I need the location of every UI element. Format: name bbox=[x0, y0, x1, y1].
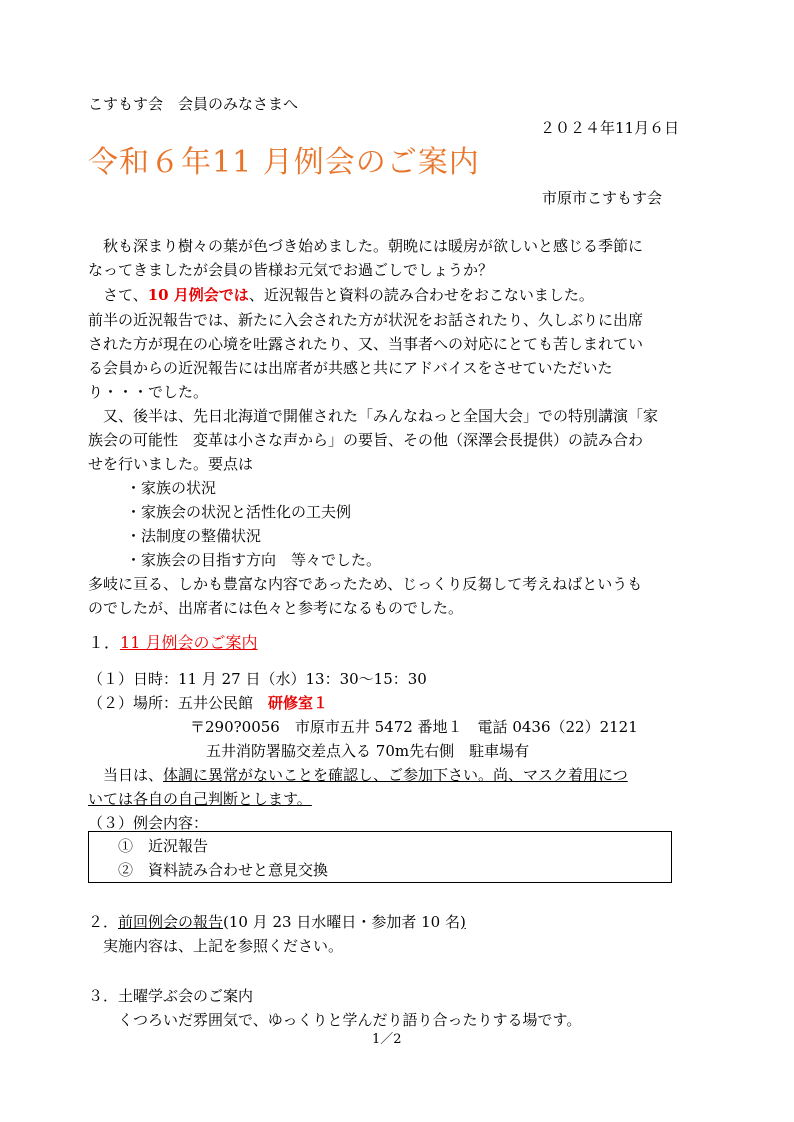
meeting-datetime: （１）日時：11 月 27 日（水）13：30～15：30 bbox=[88, 670, 427, 688]
attendance-note-line2: いては各自の自己判断とします。 bbox=[88, 790, 312, 808]
addressee: こすもす会 会員のみなさまへ bbox=[88, 95, 299, 113]
meeting-room: 研修室１ bbox=[268, 694, 329, 712]
sender: 市原市こすもす会 bbox=[542, 189, 663, 207]
intro-p1-line2: なってきましたが会員の皆様お元気でお過ごしでしょうか？ bbox=[88, 261, 494, 279]
meeting-place: （２）場所：五井公民館 研修室１ bbox=[88, 694, 329, 712]
meeting-address: 〒290?0056 市原市五井 5472 番地１ 電話 0436（22）2121 bbox=[190, 718, 638, 736]
intro-p3-line1: 前半の近況報告では、新たに入会された方が状況をお話されたり、久しぶりに出席 bbox=[88, 311, 644, 329]
highlight-october-meeting: 10 月例会では bbox=[147, 286, 249, 304]
contents-item: ① 近況報告 bbox=[118, 837, 209, 855]
intro-p5-line1: 多岐に亘る、しかも豊富な内容であったため、じっくり反芻して考えねばというも bbox=[88, 575, 643, 593]
bullet-item: ・法制度の整備状況 bbox=[126, 527, 262, 545]
meeting-directions: 五井消防署脇交差点入る 70m先右側 駐車場有 bbox=[206, 742, 530, 760]
intro-p3-line3: る会員からの近況報告には出席者が共感と共にアドバイスをさせていただいた bbox=[88, 359, 613, 377]
document-date: ２０２４年11月６日 bbox=[540, 119, 680, 137]
attendance-note-line1: 当日は、体調に異常がないことを確認し、ご参加下さい。尚、マスク着用につ bbox=[88, 766, 628, 784]
section2-title: 前回例会の報告 bbox=[118, 913, 224, 931]
meeting-contents-label: （３）例会内容： bbox=[88, 814, 209, 832]
intro-p3-line4: り・・・でした。 bbox=[88, 383, 209, 401]
intro-p5-line2: のでしたが、出席者には色々と参考になるものでした。 bbox=[88, 599, 464, 617]
intro-p3-line2: された方が現在の心境を吐露されたり、又、当事者への対応にとても苦しまれてい bbox=[88, 335, 644, 353]
section2-heading: ２．前回例会の報告(10 月 23 日水曜日・参加者 10 名) bbox=[88, 913, 466, 931]
bullet-item: ・家族会の状況と活性化の工夫例 bbox=[126, 503, 352, 521]
bullet-item: ・家族会の目指す方向 等々でした。 bbox=[126, 551, 382, 569]
document-title: 令和６年11 月例会のご案内 bbox=[88, 145, 480, 180]
section2-body: 実施内容は、上記を参照ください。 bbox=[103, 937, 344, 955]
intro-p4-line2: 族会の可能性 変革は小さな声から」の要旨、その他（深澤会長提供）の読み合わ bbox=[88, 431, 644, 449]
intro-p1-line1: 秋も深まり樹々の葉が色づき始めました。朝晩には暖房が欲しいと感じる季節に bbox=[88, 237, 644, 255]
section1-title: 11 月例会のご案内 bbox=[120, 633, 258, 652]
section3-body: くつろいだ雰囲気で、ゆっくりと学んだり語り合ったりする場です。 bbox=[118, 1011, 582, 1029]
section3-heading: ３．土曜学ぶ会のご案内 bbox=[88, 987, 254, 1005]
page-number: 1／2 bbox=[372, 1032, 402, 1047]
intro-p4-line1: 又、後半は、先日北海道で開催された「みんなねっと全国大会」での特別講演「家 bbox=[88, 407, 659, 425]
bullet-item: ・家族の状況 bbox=[126, 479, 217, 497]
intro-p4-line3: せを行いました。要点は bbox=[88, 455, 254, 473]
section1-heading: １．11 月例会のご案内 bbox=[88, 633, 258, 652]
intro-p2: さて、10 月例会では、近況報告と資料の読み合わせをおこないました。 bbox=[88, 286, 594, 304]
contents-item: ② 資料読み合わせと意見交換 bbox=[118, 861, 329, 879]
